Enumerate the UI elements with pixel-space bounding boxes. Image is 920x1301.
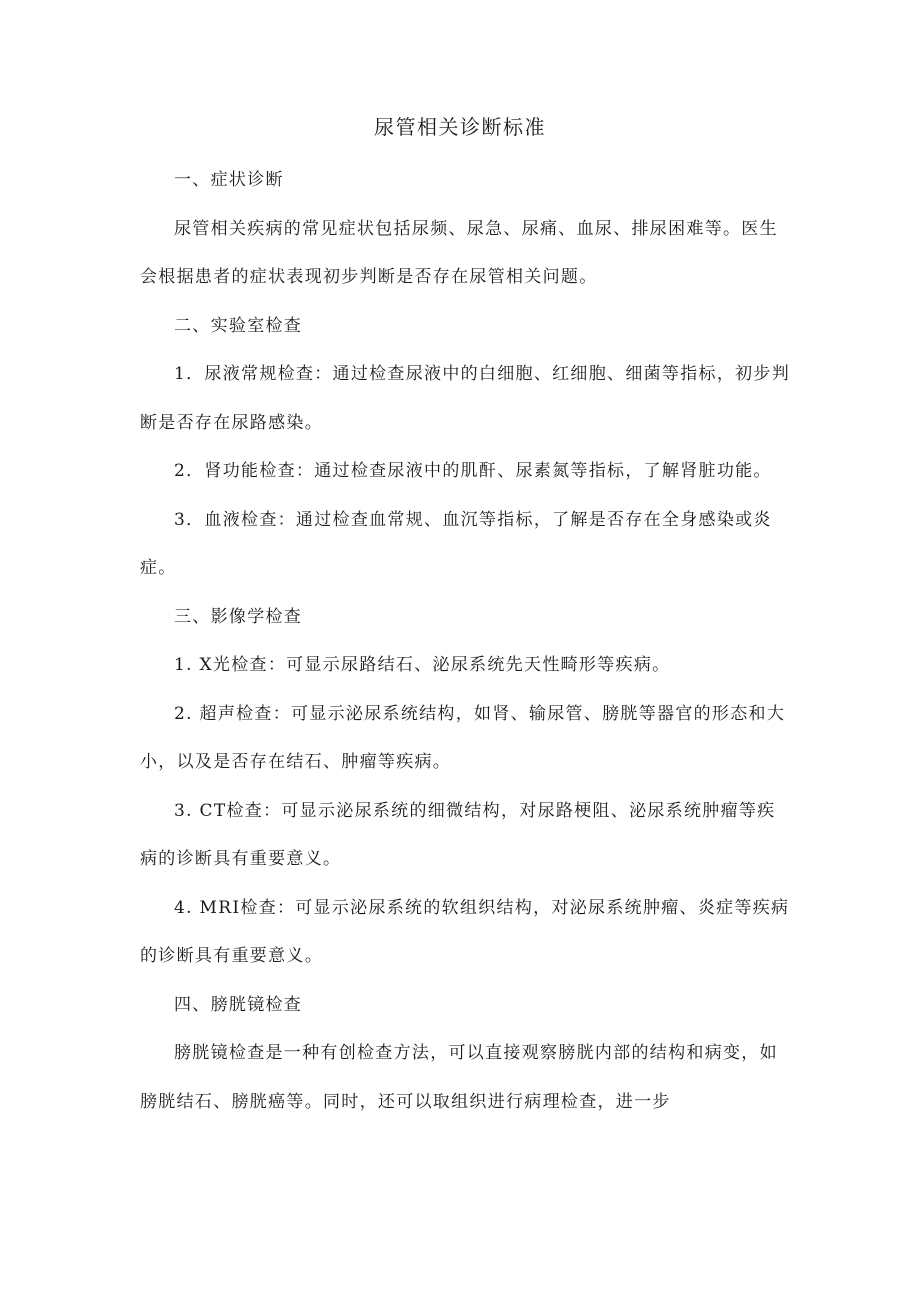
paragraph: 3．血液检查：通过检查血常规、血沉等指标，了解是否存在全身感染或炎症。 [140, 509, 772, 578]
paragraph: 膀胱镜检查是一种有创检查方法，可以直接观察膀胱内部的结构和病变，如膀胱结石、膀胱癌等。同时，还可以取组织进行病理检查，进一步 [140, 1043, 778, 1112]
section-heading-imaging: 三、影像学检查 [174, 606, 303, 627]
paragraph: 1. X光检查：可显示尿路结石、泌尿系统先天性畸形等疾病。 [174, 655, 671, 675]
document-title: 尿管相关诊断标准 [374, 115, 546, 139]
paragraph: 尿管相关疾病的常见症状包括尿频、尿急、尿痛、血尿、排尿困难等。医生会根据患者的症状表现初步判断是否存在尿管相关问题。 [140, 218, 778, 287]
paragraph: 3. CT检查：可显示泌尿系统的细微结构，对尿路梗阻、泌尿系统肿瘤等疾病的诊断具有重要意义。 [140, 800, 776, 869]
paragraph: 4. MRI检查：可显示泌尿系统的软组织结构，对泌尿系统肿瘤、炎症等疾病的诊断具有重要意义。 [140, 897, 790, 966]
paragraph: 1．尿液常规检查：通过检查尿液中的白细胞、红细胞、细菌等指标，初步判断是否存在尿路感染。 [140, 364, 791, 433]
section-heading-symptoms: 一、症状诊断 [174, 170, 284, 190]
document-body [140, 156, 790, 1126]
section-heading-lab-tests: 二、实验室检查 [174, 315, 303, 336]
paragraph: 2．肾功能检查：通过检查尿液中的肌酐、尿素氮等指标，了解肾脏功能。 [174, 461, 772, 481]
section-heading-cystoscopy: 四、膀胱镜检查 [174, 994, 303, 1015]
paragraph: 2. 超声检查：可显示泌尿系统结构，如肾、输尿管、膀胱等器官的形态和大小，以及是否存在结石、肿瘤等疾病。 [140, 703, 786, 772]
